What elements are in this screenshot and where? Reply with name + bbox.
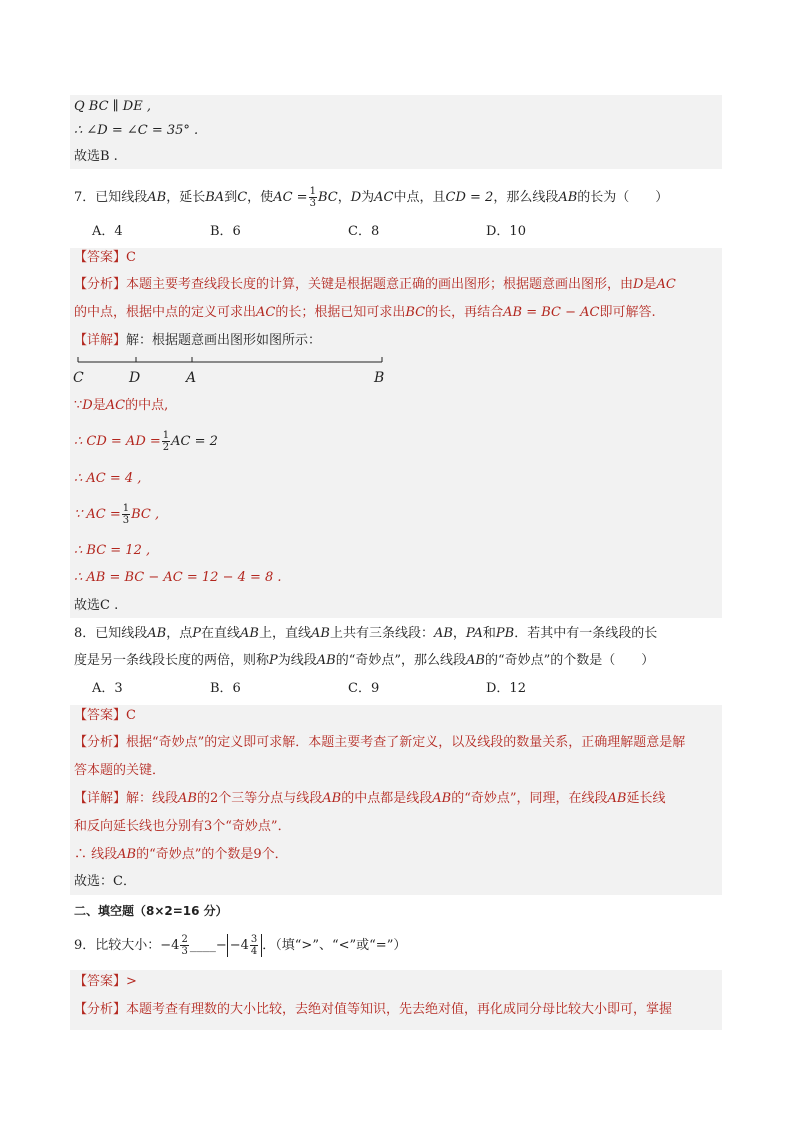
label-a: A [186,370,197,386]
q8-detail-2: 和反向延长线也分别有3个“奇妙点”． [74,819,291,834]
label-b: B [374,370,385,386]
label-d: D [129,370,141,386]
section-2-title: 二、填空题（8×2=16 分） [74,904,228,918]
q9-answer: 【答案】> [74,974,137,989]
segment-figure [70,354,400,388]
q7-analysis-2: 的中点，根据中点的定义可求出AC的长；根据已知可求出BC的长，再结合AB = BC − AC即可解答. [74,305,656,320]
q7-step-4: ∵ AC = $\frac{1}{3}$ BC , [74,503,160,526]
q7-option-c: C．8 [348,224,380,239]
q7-step-5: ∴ BC = 12 , [74,543,151,558]
prev-line-3: 故选B . [74,149,118,164]
q8-answer: 【答案】C [74,708,136,723]
q7-step-2: ∴ CD = AD = $\frac{1}{2}$ AC = 2 [74,430,218,453]
q8-option-c: C．9 [348,681,380,696]
q8-detail-1: 【详解】解：线段AB的2个三等分点与线段AB的中点都是线段AB的“奇妙点”，同理，在线段AB延长线 [74,791,666,806]
q7-step-7: 故选C . [74,598,119,613]
q8-stem-1: 8．已知线段AB，点P在直线AB上，直线AB上共有三条线段：AB，PA和PB．若其中有一条线段的长 [74,626,658,641]
q8-option-b: B．6 [210,681,241,696]
q7-option-b: B．6 [210,224,241,239]
q8-options [74,680,674,698]
q8-detail-3: ∴ 线段AB的“奇妙点”的个数是9个． [74,847,288,862]
label-c: C [73,370,84,386]
q7-stem: 7．已知线段AB，延长BA到C，使AC = $\frac{1}{3}$ BC，D为AC中点，且CD = 2，那么线段AB的长为（ ） [74,186,669,209]
q7-answer: 【答案】C [74,250,136,265]
prev-line-1: Q BC ∥ DE , [74,99,151,114]
q9-solution-block [70,970,722,1030]
q8-option-a: A．3 [92,681,123,696]
q7-analysis-1: 【分析】本题主要考查线段长度的计算，关键是根据题意正确的画出图形；根据题意画出图形，由D是AC [74,277,676,292]
q7-options [74,223,674,241]
q7-option-a: A．4 [92,224,123,239]
q8-analysis-2: 答本题的关键． [74,763,166,778]
q8-detail-4: 故选：C． [74,874,136,889]
q7-step-3: ∴ AC = 4 , [74,471,142,486]
q7-step-6: ∴ AB = BC − AC = 12 − 4 = 8 . [74,570,282,585]
q7-option-d: D．10 [486,224,526,239]
q8-option-d: D．12 [486,681,526,696]
q9-stem: 9．比较大小：−4 $\frac{2}{3}$ ____− −4 $\frac{3}{4}$ ．（填“>”、“<”或“=”） [74,934,407,957]
q7-detail: 【详解】解：根据题意画出图形如图所示： [74,333,322,348]
q8-stem-2: 度是另一条线段长度的两倍，则称P为线段AB的“奇妙点”，那么线段AB的“奇妙点”的个数是（ ） [74,653,655,668]
prev-line-2: ∴ ∠D = ∠C = 35° . [74,123,199,138]
q7-step-1: ∵D是AC的中点, [74,398,169,413]
q9-analysis: 【分析】本题考查有理数的大小比较，去绝对值等知识，先去绝对值，再化成同分母比较大小即可，掌握 [74,1002,673,1017]
q8-analysis-1: 【分析】根据“奇妙点”的定义即可求解．本题主要考查了新定义，以及线段的数量关系，正确理解题意是解 [74,735,686,750]
